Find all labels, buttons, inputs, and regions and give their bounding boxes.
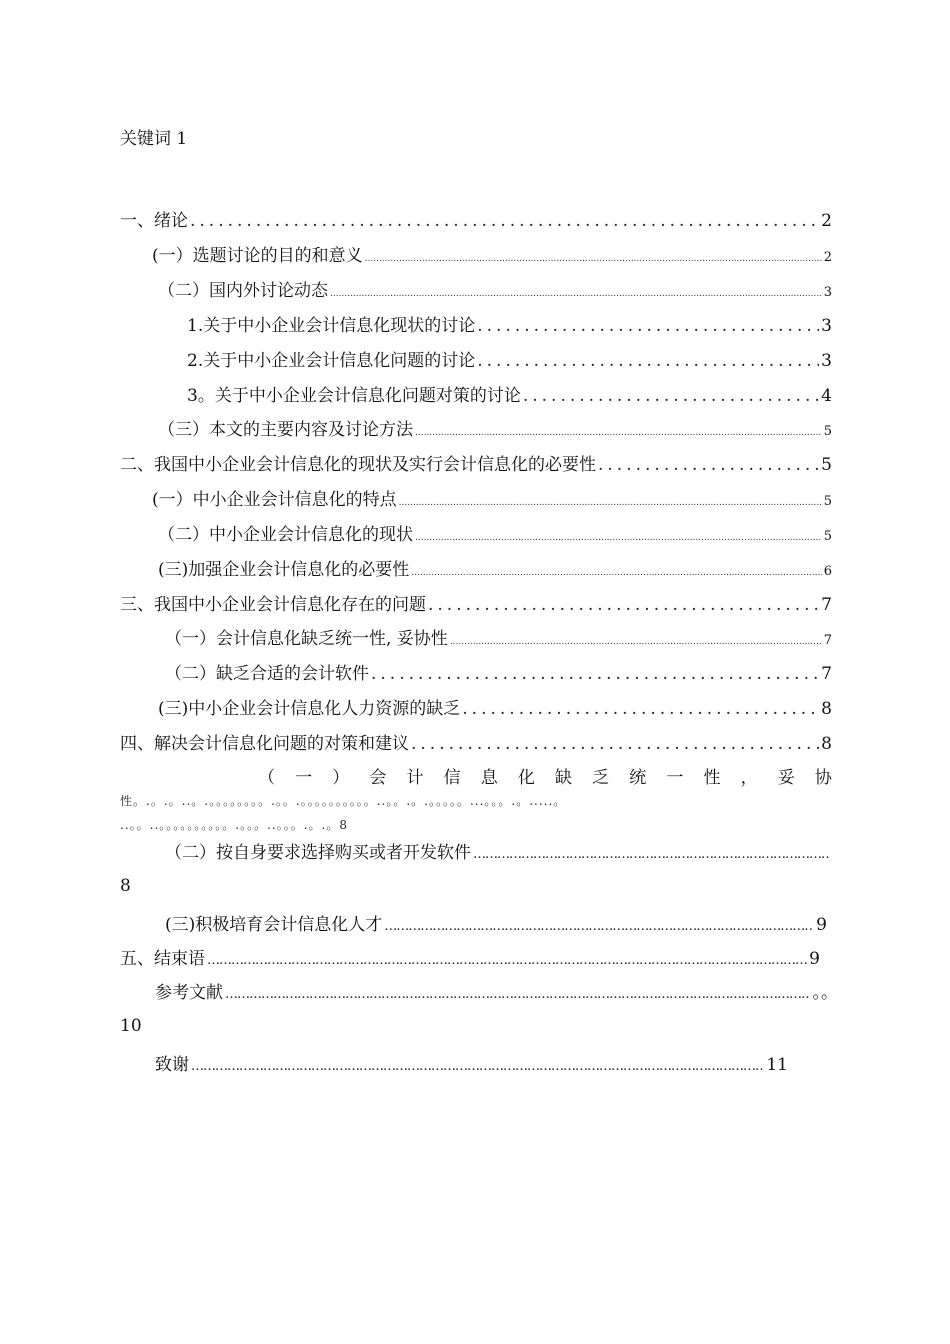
toc-entry-title: 三、我国中小企业会计信息化存在的问题 xyxy=(120,595,426,615)
toc-entry-page: 7 xyxy=(821,595,832,615)
toc-char: 会 xyxy=(369,768,387,788)
toc-entry xyxy=(165,910,827,935)
toc-char: 信 xyxy=(443,768,461,788)
toc-leader xyxy=(207,953,807,968)
toc-entry xyxy=(187,346,832,371)
toc-leader xyxy=(225,987,811,1002)
toc-entry-page: 9 xyxy=(816,915,827,935)
toc-leader xyxy=(462,699,819,719)
toc-entry xyxy=(120,729,832,754)
toc-entry-title: 致谢 xyxy=(155,1055,189,1075)
toc-entry-title: 2.关于中小企业会计信息化问题的讨论 xyxy=(187,351,476,371)
toc-leader xyxy=(415,428,822,438)
toc-entry xyxy=(155,1050,788,1075)
toc-broken-entry-line3 xyxy=(120,814,348,834)
toc-entry-page: 2 xyxy=(821,211,832,231)
toc-leader xyxy=(384,919,814,934)
toc-entry-page: 8 xyxy=(821,699,832,719)
toc-broken-leader-page: ..。。..。。。。。。。。。。.。。。..。。。.。.。8 xyxy=(120,818,348,832)
toc-char: 息 xyxy=(480,768,498,788)
toc-char: 缺 xyxy=(555,768,572,788)
toc-char: 一 xyxy=(295,768,313,788)
toc-entry-title: （一）会计信息化缺乏统一性, 妥协性 xyxy=(165,629,448,649)
toc-leader xyxy=(598,455,819,475)
toc-entry-title: （二）按自身要求选择购买或者开发软件 xyxy=(165,843,471,863)
toc-entry xyxy=(165,624,832,649)
toc-entry-title: (三)中小企业会计信息化人力资源的缺乏 xyxy=(158,699,461,719)
toc-entry xyxy=(187,381,832,406)
toc-entry xyxy=(158,555,832,580)
toc-entry xyxy=(158,694,832,719)
toc-entry-title: （三）本文的主要内容及讨论方法 xyxy=(158,420,413,440)
toc-leader xyxy=(477,351,819,371)
toc-entry-title: (三)积极培育会计信息化人才 xyxy=(165,915,383,935)
toc-entry-title: （二）中小企业会计信息化的现状 xyxy=(158,525,413,545)
toc-leader xyxy=(523,386,819,406)
toc-entry-title: (三)加强企业会计信息化的必要性 xyxy=(158,560,410,580)
toc-entry-tail: 。。 xyxy=(812,983,838,1003)
toc-entry-page: 5 xyxy=(823,424,832,439)
toc-char: ） xyxy=(332,768,350,788)
toc-char: 化 xyxy=(517,768,535,788)
toc-entry xyxy=(165,659,832,684)
toc-leader xyxy=(411,568,821,578)
toc-entry-title: 参考文献 xyxy=(155,983,223,1003)
toc-entry xyxy=(120,206,832,231)
toc-entry-page: 5 xyxy=(821,455,832,475)
toc-entry-page: 7 xyxy=(823,633,832,648)
toc-entry xyxy=(158,520,832,545)
toc-entry-title: (一）选题讨论的目的和意义 xyxy=(152,246,363,266)
toc-entry-title: 1.关于中小企业会计信息化现状的讨论 xyxy=(187,316,476,336)
toc-entry xyxy=(152,485,832,510)
toc-entry-page: 8 xyxy=(120,876,131,896)
toc-char: 妥 xyxy=(777,768,795,788)
toc-entry xyxy=(187,311,832,336)
toc-entry xyxy=(120,944,820,969)
toc-leader xyxy=(330,289,822,299)
toc-entry-title: 一、绪论 xyxy=(120,211,188,231)
toc-entry-title: 二、我国中小企业会计信息化的现状及实行会计信息化的必要性 xyxy=(120,455,596,475)
toc-entry-page: 10 xyxy=(120,1016,142,1036)
toc-broken-leader: 性。.。.。..。.。。。。。。。。.。。.。。。。。。。。。。..。。.。.。。。。。...。。。.。.....。 xyxy=(120,794,567,808)
toc-leader xyxy=(190,211,819,231)
toc-entry xyxy=(155,978,838,1003)
toc-leader xyxy=(428,595,819,615)
toc-leader xyxy=(477,316,819,336)
toc-entry-title: （二）国内外讨论动态 xyxy=(158,281,328,301)
toc-entry-title: 四、解决会计信息化问题的对策和建议 xyxy=(120,734,409,754)
toc-entry xyxy=(152,241,832,266)
toc-entry-title: （二）缺乏合适的会计软件 xyxy=(165,664,369,684)
toc-char: 统 xyxy=(629,768,647,788)
toc-entry xyxy=(120,450,832,475)
toc-entry xyxy=(120,590,832,615)
toc-entry-page: 11 xyxy=(766,1055,788,1075)
toc-char: 协 xyxy=(814,768,832,788)
toc-entry-title: 3。关于中小企业会计信息化问题对策的讨论 xyxy=(187,386,521,406)
toc-char: ， xyxy=(740,768,758,788)
keywords-line: 关键词 1 xyxy=(120,129,188,149)
toc-entry-page: 3 xyxy=(823,285,832,300)
toc-entry xyxy=(158,415,832,440)
toc-broken-entry-line1 xyxy=(258,763,832,788)
toc-char: 计 xyxy=(406,768,424,788)
toc-leader xyxy=(450,637,822,647)
toc-leader xyxy=(191,1059,764,1074)
toc-leader xyxy=(415,533,822,543)
toc-entry-page: 9 xyxy=(809,949,820,969)
toc-broken-entry-line2 xyxy=(120,790,566,810)
toc-entry-page: 3 xyxy=(821,316,832,336)
toc-leader xyxy=(411,734,819,754)
toc-leader xyxy=(365,254,822,264)
toc-char: 乏 xyxy=(592,768,610,788)
toc-char: 性 xyxy=(703,768,721,788)
toc-entry-title: 五、结束语 xyxy=(120,949,205,969)
toc-entry-page: 6 xyxy=(823,564,832,579)
toc-entry-page: 8 xyxy=(821,734,832,754)
toc-entry-page: 4 xyxy=(821,386,832,406)
toc-char: （ xyxy=(258,768,275,788)
toc-entry-page: 2 xyxy=(823,250,832,265)
toc-entry xyxy=(165,838,832,863)
toc-leader xyxy=(473,847,830,862)
toc-entry-page: 5 xyxy=(823,529,832,544)
toc-leader xyxy=(399,498,822,508)
toc-char: 一 xyxy=(666,768,684,788)
toc-leader xyxy=(371,664,819,684)
toc-entry-page: 7 xyxy=(821,664,832,684)
toc-entry-title: (一）中小企业会计信息化的特点 xyxy=(152,490,397,510)
toc-entry-page: 5 xyxy=(823,494,832,509)
toc-entry-page: 3 xyxy=(821,351,832,371)
toc-entry xyxy=(158,276,832,301)
